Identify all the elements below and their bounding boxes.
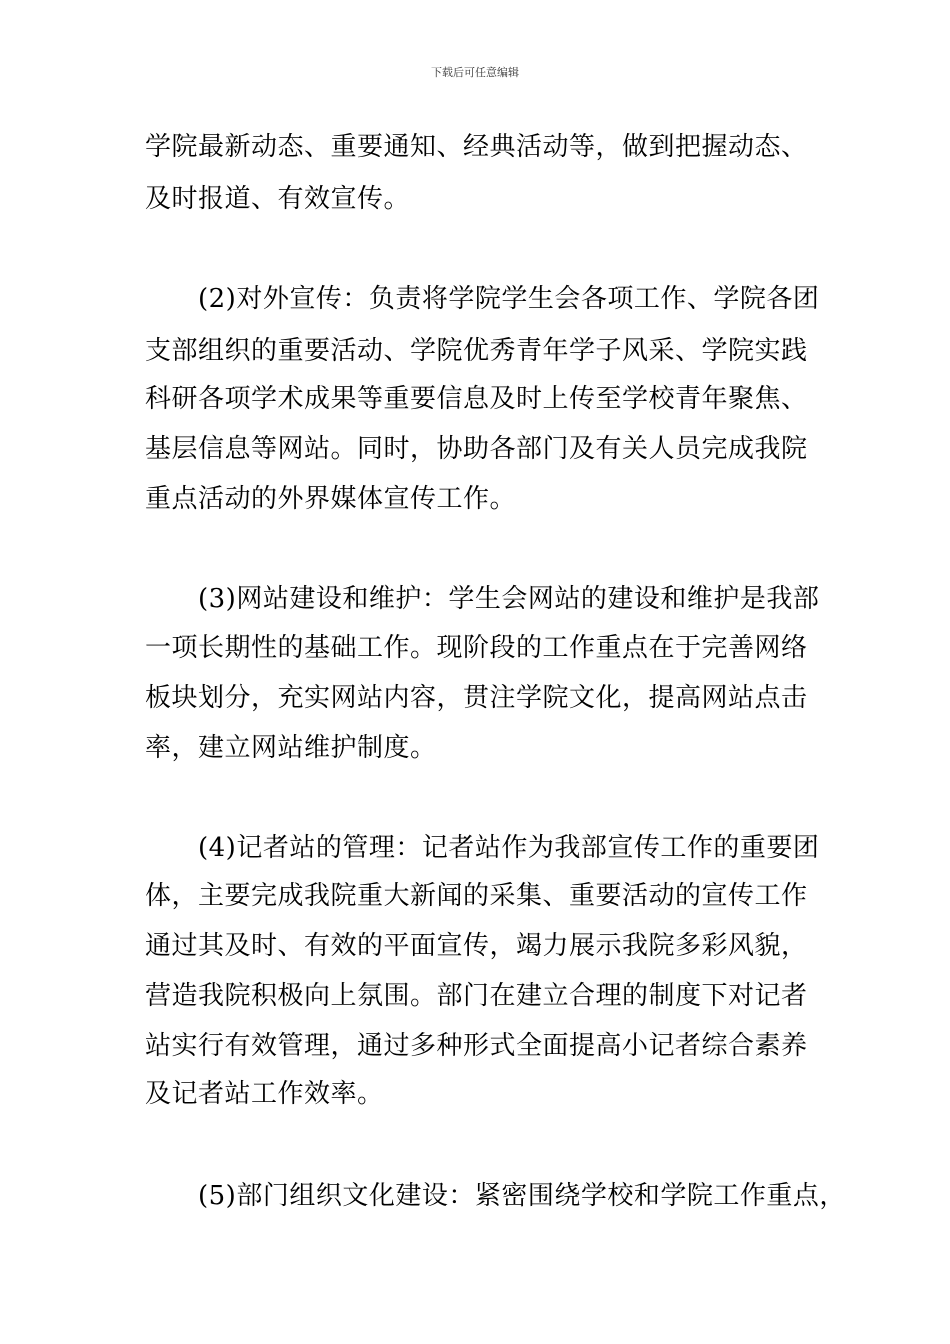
paragraph-3-start: (3)网站建设和维护：学生会网站的建设和维护是我部 — [198, 584, 820, 614]
text-line: 一项长期性的基础工作。现阶段的工作重点在于完善网络 — [145, 633, 808, 663]
text-line: 率，建立网站维护制度。 — [145, 733, 437, 763]
paragraph-2-start: (2)对外宣传：负责将学院学生会各项工作、学院各团 — [198, 284, 820, 314]
text-line: 站实行有效管理，通过多种形式全面提高小记者综合素养 — [145, 1031, 808, 1061]
text-line: 重点活动的外界媒体宣传工作。 — [145, 484, 517, 514]
text-line: 营造我院积极向上氛围。部门在建立合理的制度下对记者 — [145, 981, 808, 1011]
paragraph-4-start: (4)记者站的管理：记者站作为我部宣传工作的重要团 — [198, 833, 820, 863]
text-line: 体，主要完成我院重大新闻的采集、重要活动的宣传工作 — [145, 881, 808, 911]
text-line: 支部组织的重要活动、学院优秀青年学子风采、学院实践 — [145, 336, 808, 366]
page-header: 下载后可任意编辑 — [431, 66, 519, 79]
text-line: 学院最新动态、重要通知、经典活动等，做到把握动态、 — [145, 132, 808, 162]
text-line: 及记者站工作效率。 — [145, 1079, 384, 1109]
text-line: 科研各项学术成果等重要信息及时上传至学校青年聚焦、 — [145, 384, 808, 414]
text-line: 板块划分，充实网站内容，贯注学院文化，提高网站点击 — [145, 683, 808, 713]
text-line: 基层信息等网站。同时，协助各部门及有关人员完成我院 — [145, 434, 808, 464]
text-line: 及时报道、有效宣传。 — [145, 184, 411, 214]
paragraph-5-start: (5)部门组织文化建设：紧密围绕学校和学院工作重点， — [198, 1181, 846, 1211]
text-line: 通过其及时、有效的平面宣传，竭力展示我院多彩风貌， — [145, 931, 808, 961]
